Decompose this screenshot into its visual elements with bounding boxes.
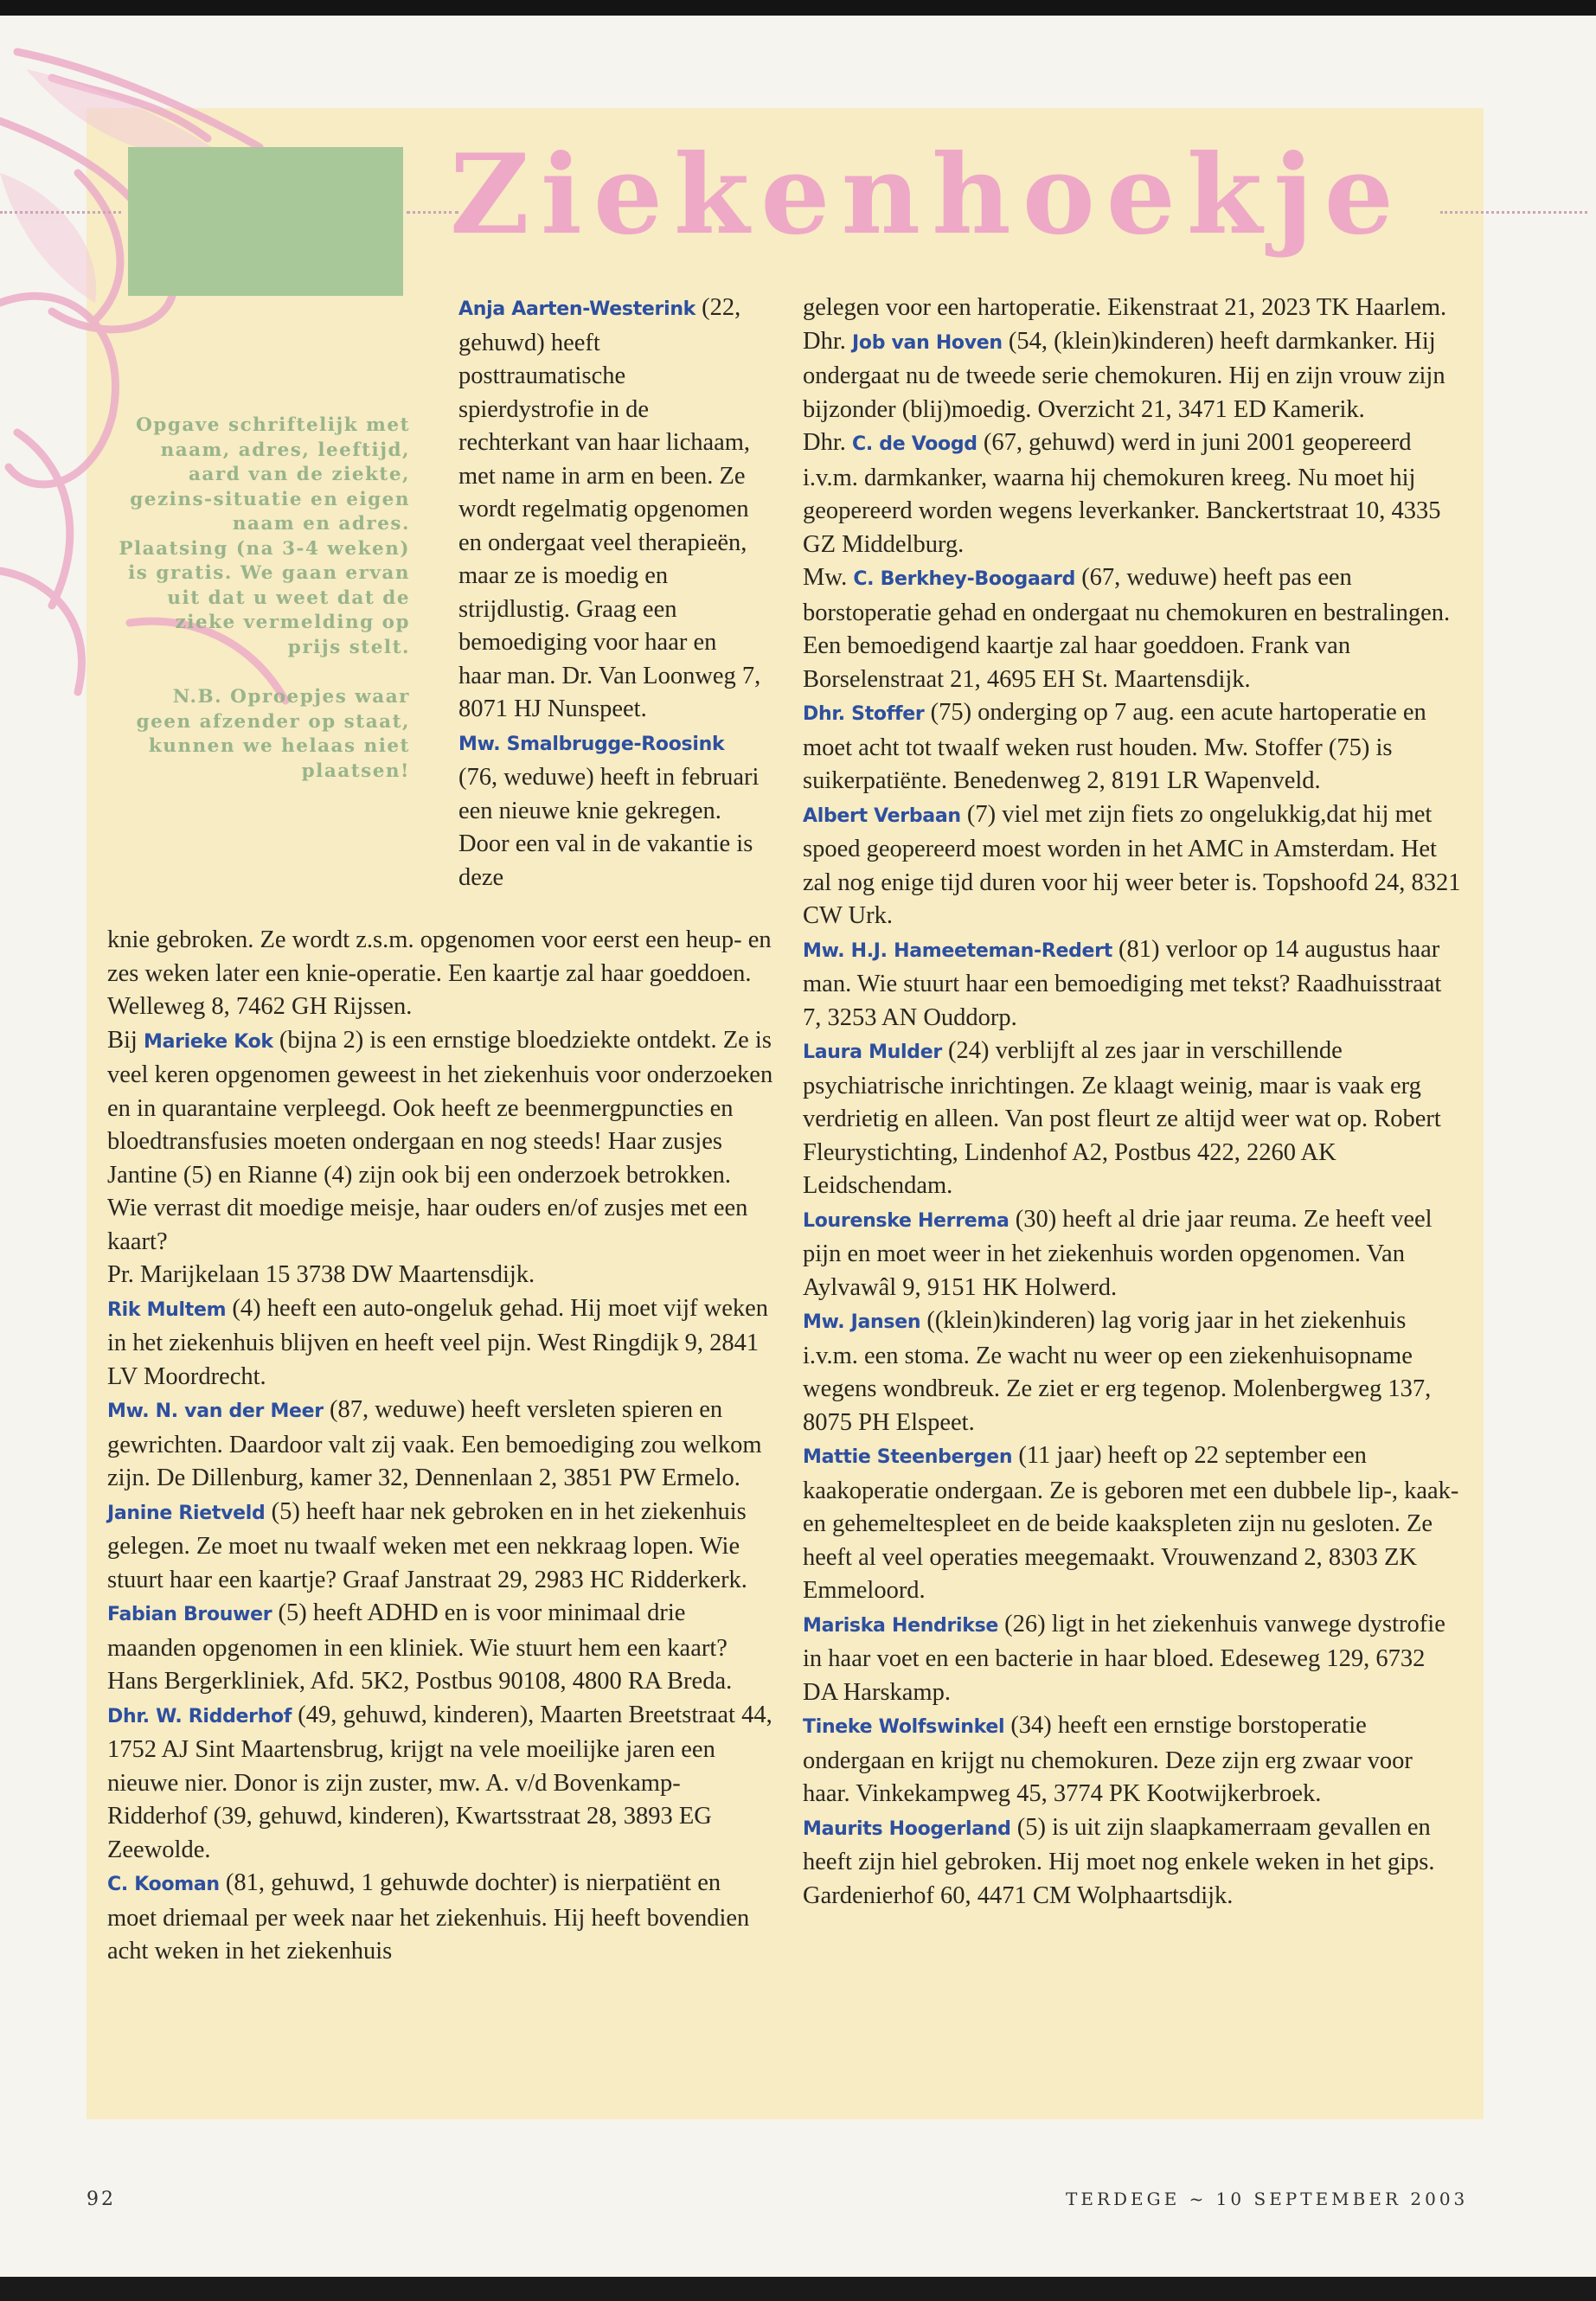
notice-entry [107,924,773,1024]
patient-name: Laura Mulder [803,1042,942,1063]
patient-name: Dhr. W. Ridderhof [107,1705,292,1727]
patient-name: C. Kooman [107,1874,220,1895]
entry-text: (5) heeft haar nek gebroken en in het ziekenhuis gelegen. Ze moet nu twaalf weken met een nekkraag lopen. Wie stuurt haar een kaartje? Graaf Janstraat 29, 2983 HC Ridderkerk. [107,1497,747,1593]
entry-text: Pr. Marijkelaan 15 3738 DW Maartensdijk. [107,1261,535,1288]
patient-name: Mw. Smalbrugge-Roosink [458,733,725,755]
notice-entry [107,1496,773,1598]
notice-entry [107,1699,773,1868]
entry-text: (5) heeft ADHD en is voor minimaal drie maanden opgenomen in een kliniek. Wie stuurt hem een kaart? Hans Bergerkliniek, Afd. 5K2, Postbus 90108, 4800 RA Breda. [107,1599,733,1695]
patient-name: Mariska Hendrikse [803,1614,999,1637]
dotted-rule [1440,211,1587,214]
entry-text: (bijna 2) is een ernstige bloedziekte ontdekt. Ze is veel keren opgenomen geweest in het ziekenhuis voor onderzoeken en in quarantaine verpleegd. Ook heeft ze beenmergpuncties en bloedtransfusies moeten ondergaan en nog steeds! Haar zusjes Jantine (5) en Rianne (4) zijn ook bij een onderzoek betrokken. Wie verrast dit moedige meisje, haar ouders en/of zusjes met een kaart? [107,1026,773,1255]
column-middle [458,292,761,894]
entry-text: (26) ligt in het ziekenhuis vanwege dystrofie in haar voet en een bacterie in haar bloed. Edeseweg 129, 6732 DA Harskamp. [803,1610,1445,1706]
notice-entry [458,292,761,727]
entry-text: (4) heeft een auto-ongeluk gehad. Hij moet vijf weken in het ziekenhuis blijven en heeft veel pijn. West Ringdijk 9, 2841 LV Moordrecht. [107,1294,769,1390]
dotted-rule [0,211,121,214]
notice-entry [107,1394,773,1496]
entry-text: (67, gehuwd) werd in juni 2001 geopereerd i.v.m. darmkanker, waarna hij chemokuren kreeg. Nu moet hij geopereerd worden wegens leverkanker. Banckertstraat 10, 4335 GZ Middelburg. [803,429,1441,558]
bottom-border [0,2277,1596,2301]
entry-text: (5) is uit zijn slaapkamerraam gevallen en heeft zijn hiel gebroken. Hij moet nog enkele weken in het gips. Gardenierhof 60, 4471 CM Wolphaartsdijk. [803,1813,1435,1909]
patient-name: Fabian Brouwer [107,1604,272,1625]
notice-entry [107,1597,773,1699]
green-square [128,147,403,296]
patient-name: Mw. H.J. Hameeteman-Redert [803,939,1112,962]
notice-entry [107,1024,773,1259]
patient-name: C. Berkhey-Boogaard [853,568,1076,590]
page-title: Ziekenhoekje [450,131,1405,259]
notice-entry [803,292,1462,325]
instructions-text: Opgave schriftelijk met naam, adres, leeftijd, aard van de ziekte, gezins-situatie en eigen naam en adres. Plaatsing (na 3-4 weken) is gratis. We gaan ervan uit dat u weet dat de zieke vermelding op prijs stelt. [119,414,410,658]
page-number: 92 [87,2189,116,2210]
notice-entry [803,1709,1462,1811]
notice-entry [107,1292,773,1394]
entry-text: (22, gehuwd) heeft posttraumatische spierdystrofie in de rechterkant van haar lichaam, met name in arm en been. Ze wordt regelmatig opgenomen en ondergaat veel therapieën, maar ze is moedig en strijdlustig. Graag een bemoediging voor haar en haar man. Dr. Van Loonweg 7, 8071 HJ Nunspeet. [458,294,761,722]
notice-entry [107,1259,773,1292]
notice-entry [803,1608,1462,1710]
notice-entry [803,325,1462,427]
patient-name: Janine Rietveld [107,1502,266,1524]
entry-text: (67, weduwe) heeft pas een borstoperatie gehad en ondergaat nu chemokuren en bestralingen. Een bemoedigend kaartje zal haar goeddoen. Frank van Borselenstraat 21, 4695 EH St. Maartensdijk. [803,564,1451,693]
notice-entry [803,1304,1462,1439]
entry-prefix: Dhr. [803,327,852,355]
notice-entry [803,696,1462,798]
patient-name: Rik Multem [107,1298,227,1321]
notice-entry [803,798,1462,933]
column-right [803,292,1462,1913]
patient-name: Mattie Steenbergen [803,1446,1013,1468]
patient-name: Anja Aarten-Westerink [458,298,696,320]
patient-name: Dhr. Stoffer [803,703,925,725]
entry-text: (11 jaar) heeft op 22 september een kaakoperatie ondergaan. Ze is geboren met een dubbele lip-, kaak- en gehemeltespleet en de beide kaakspleten zijn nu gesloten. Ze heeft al veel operaties meegemaakt. Vrouwenzand 2, 8303 ZK Emmeloord. [803,1442,1459,1604]
entry-text: (7) viel met zijn fiets zo ongelukkig,dat hij met spoed geopereerd moest worden in het AMC in Amsterdam. Het zal nog enige tijd duren voor hij weer beter is. Topshoofd 24, 8321 CW Urk. [803,800,1461,929]
entry-text: knie gebroken. Ze wordt z.s.m. opgenomen voor eerst een heup- en zes weken later een knie-operatie. Een kaartje zal haar goeddoen. Welleweg 8, 7462 GH Rijssen. [107,926,772,1020]
column-left [107,924,773,1969]
entry-text: (24) verblijft al zes jaar in verschillende psychiatrische inrichtingen. Ze klaagt weinig, maar is vaak erg verdrietig en alleen. Van post fleurt ze altijd weer wat op. Robert Fleurystichting, Lindenhof A2, Postbus 422, 2260 AK Leidschendam. [803,1037,1441,1199]
entry-prefix: Mw. [803,564,854,591]
entry-prefix: Dhr. [803,429,852,456]
top-border [0,0,1596,16]
notice-entry [803,426,1462,561]
patient-name: Maurits Hoogerland [803,1817,1011,1840]
submission-instructions [118,413,410,784]
entry-text: ((klein)kinderen) lag vorig jaar in het ziekenhuis i.v.m. een stoma. Ze wacht nu weer op een ziekenhuisopname wegens wondbreuk. Ze ziet er erg tegenop. Molenbergweg 137, 8075 PH Elspeet. [803,1307,1432,1436]
patient-name: C. de Voogd [852,433,977,455]
entry-text: gelegen voor een hartoperatie. Eikenstraat 21, 2023 TK Haarlem. [803,294,1447,321]
notice-entry [803,1811,1462,1913]
entry-text: (76, weduwe) heeft in februari een nieuwe knie gekregen. Door een val in de vakantie is deze [458,764,760,891]
entry-text: (81) verloor op 14 augustus haar man. Wie stuurt haar een bemoediging met tekst? Raadhuisstraat 7, 3253 AN Ouddorp. [803,935,1442,1031]
notice-entry [803,1439,1462,1608]
entry-text: (87, weduwe) heeft versleten spieren en gewrichten. Daardoor valt zij vaak. Een bemoediging zou welkom zijn. De Dillenburg, kamer 32, Dennenlaan 2, 3851 PW Ermelo. [107,1396,762,1491]
entry-prefix: Bij [107,1026,144,1054]
notice-entry [458,727,761,895]
notice-entry [803,1035,1462,1203]
entry-text: (75) onderging op 7 aug. een acute hartoperatie en moet acht tot twaalf weken rust houden. Mw. Stoffer (75) is suikerpatiënte. Benedenweg 2, 8191 LR Wapenveld. [803,699,1426,794]
patient-name: Tineke Wolfswinkel [803,1716,1005,1738]
patient-name: Job van Hoven [852,331,1003,354]
entry-text: (81, gehuwd, 1 gehuwde dochter) is nierpatiënt en moet driemaal per week naar het ziekenhuis. Hij heeft bovendien acht weken in het ziekenhuis [107,1869,750,1965]
instructions-note: N.B. Oproepjes waar geen afzender op staat, kunnen we helaas niet plaatsen! [136,686,410,782]
notice-entry [803,1203,1462,1305]
entry-text: (30) heeft al drie jaar reuma. Ze heeft veel pijn en moet weer in het ziekenhuis worden opgenomen. Van Aylvawâl 9, 9151 HK Holwerd. [803,1205,1433,1301]
entry-text: (54, (klein)kinderen) heeft darmkanker. Hij ondergaat nu de tweede serie chemokuren. Hij en zijn vrouw zijn bijzonder (blij)moedig. Overzicht 21, 3471 ED Kamerik. [803,327,1445,423]
patient-name: Lourenske Herrema [803,1209,1010,1232]
patient-name: Mw. N. van der Meer [107,1400,324,1422]
magazine-footer: TERDEGE ~ 10 SEPTEMBER 2003 [1066,2189,1469,2209]
notice-entry [107,1867,773,1969]
entry-text: (34) heeft een ernstige borstoperatie ondergaan en krijgt nu chemokuren. Deze zijn erg zwaar voor haar. Vinkekampweg 45, 3774 PK Kootwijkerbroek. [803,1712,1413,1807]
patient-name: Mw. Jansen [803,1311,921,1333]
notice-entry [803,561,1462,696]
patient-name: Albert Verbaan [803,804,961,827]
entry-text: (49, gehuwd, kinderen), Maarten Breetstraat 44, 1752 AJ Sint Maartensbrug, krijgt na vele moeilijke jaren een nieuwe nier. Donor is zijn zuster, mw. A. v/d Bovenkamp-Ridderhof (39, gehuwd, kinderen), Kwartsstraat 28, 3893 EG Zeewolde. [107,1701,772,1863]
patient-name: Marieke Kok [143,1030,273,1053]
notice-entry [803,933,1462,1035]
